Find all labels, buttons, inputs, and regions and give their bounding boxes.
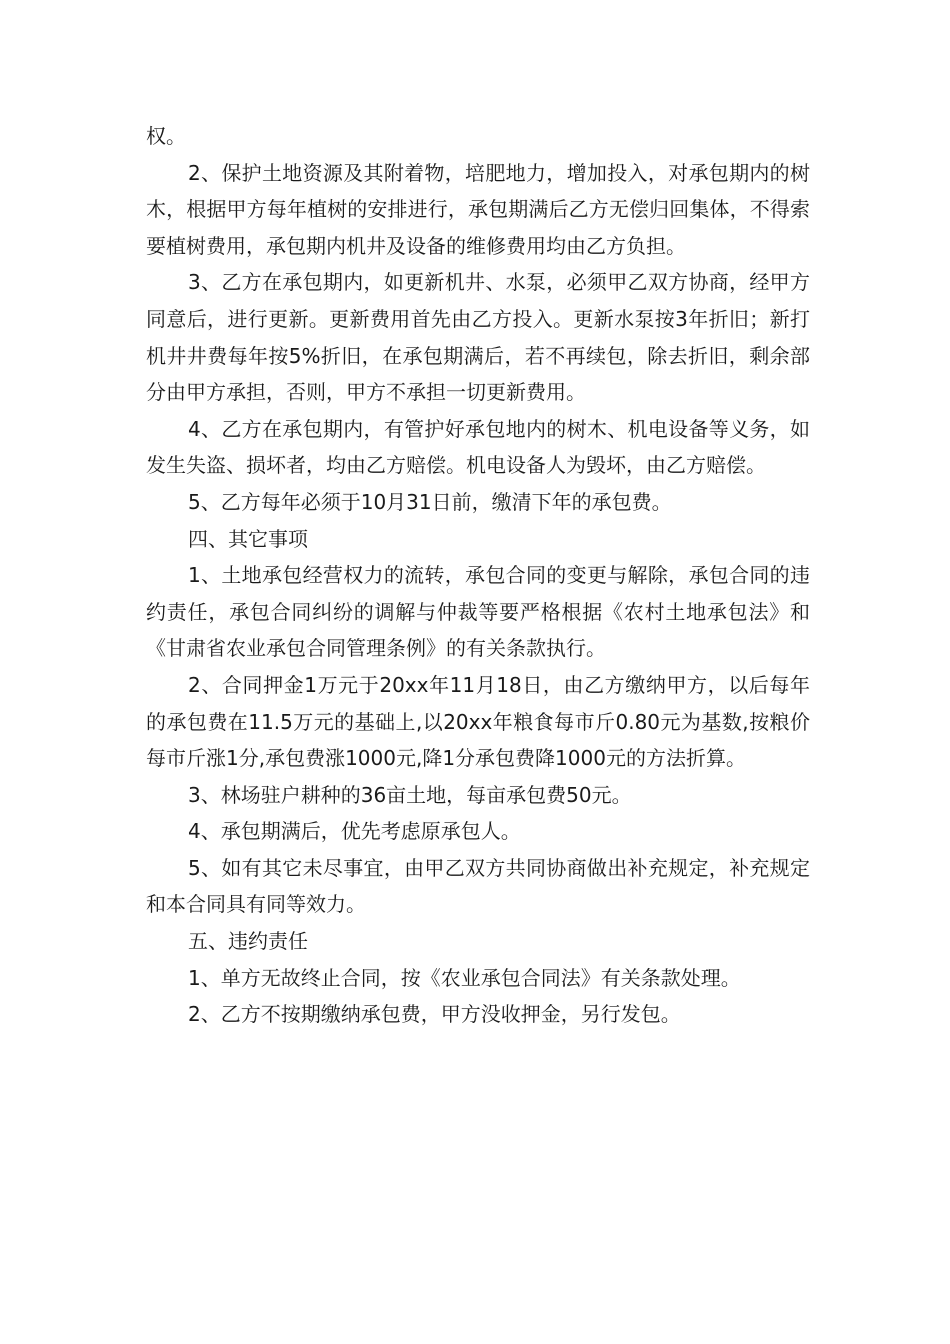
clause-4-4-paragraph: 4、承包期满后，优先考虑原承包人。 [188, 819, 521, 844]
section-4-heading: 四、其它事项 [188, 526, 308, 551]
document-body [146, 118, 810, 1033]
clause-5-1-paragraph: 1、单方无故终止合同，按《农业承包合同法》有关条款处理。 [188, 965, 741, 990]
clause-3-2-paragraph: 2、保护土地资源及其附着物，培肥地力，增加投入，对承包期内的树木，根据甲方每年植树的安排进行，承包期满后乙方无偿归回集体，不得索要植树费用，承包期内机井及设备的维修费用均由乙方负担。 [146, 160, 810, 258]
clause-4-2-paragraph: 2、合同押金1万元于20xx年11月18日，由乙方缴纳甲方，以后每年的承包费在11.5万元的基础上,以20xx年粮食每市斤0.80元为基数,按粮价每市斤涨1分,承包费涨1000元,降1分承包费降1000元的方法折算。 [146, 672, 810, 771]
paragraph-continuation: 权。 [146, 124, 186, 148]
clause-5-2-paragraph: 2、乙方不按期缴纳承包费，甲方没收押金，另行发包。 [188, 1002, 681, 1027]
clause-3-3-paragraph: 3、乙方在承包期内，如更新机井、水泵，必须甲乙双方协商，经甲方同意后，进行更新。更新费用首先由乙方投入。更新水泵按3年折旧；新打机井井费每年按5%折旧，在承包期满后，若不再续包，除去折旧，剩余部分由甲方承担，否则，甲方不承担一切更新费用。 [146, 270, 810, 405]
clause-3-5-paragraph: 5、乙方每年必须于10月31日前，缴清下年的承包费。 [188, 489, 672, 514]
clause-3-4-paragraph: 4、乙方在承包期内，有管护好承包地内的树木、机电设备等义务，如发生失盗、损坏者，均由乙方赔偿。机电设备人为毁坏，由乙方赔偿。 [146, 416, 810, 478]
clause-4-3-paragraph: 3、林场驻户耕种的36亩土地，每亩承包费50元。 [188, 782, 632, 807]
clause-4-5-paragraph: 5、如有其它未尽事宜，由甲乙双方共同协商做出补充规定，补充规定和本合同具有同等效力。 [146, 855, 810, 917]
section-5-heading: 五、违约责任 [188, 929, 308, 954]
clause-4-1-paragraph: 1、土地承包经营权力的流转，承包合同的变更与解除，承包合同的违约责任，承包合同纠纷的调解与仲裁等要严格根据《农村土地承包法》和《甘肃省农业承包合同管理条例》的有关条款执行。 [146, 563, 810, 661]
